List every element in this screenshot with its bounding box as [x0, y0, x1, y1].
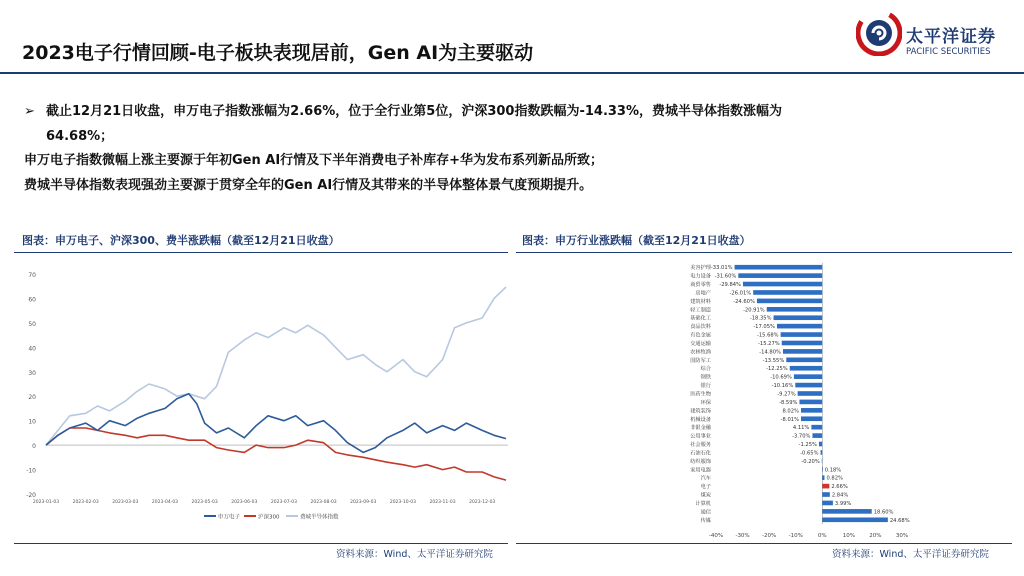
bar	[822, 517, 888, 522]
x-tick-label: -30%	[735, 533, 750, 539]
category-label: 建筑材料	[690, 298, 711, 305]
bar-chart-title: 图表：申万行业涨跌幅（截至12月21日收盘）	[522, 234, 751, 247]
bar	[798, 391, 823, 396]
y-tick-label: 0	[32, 443, 36, 451]
category-label: 轻工制造	[690, 307, 711, 314]
value-label: -1.25%	[798, 442, 817, 449]
y-tick-label: 10	[28, 418, 36, 426]
x-tick-label: 2023-07-03	[270, 500, 298, 505]
x-tick-label: 10%	[842, 533, 855, 539]
x-tick-label: 2023-08-03	[310, 500, 337, 505]
bar-chart-source: 资料来源：Wind、太平洋证券研究院	[832, 549, 989, 560]
bar	[822, 475, 824, 480]
bar	[743, 282, 822, 287]
y-tick-label: 60	[28, 296, 36, 304]
index-performance-line-chart	[14, 256, 508, 541]
value-label: -17.05%	[753, 324, 775, 331]
bar	[822, 459, 823, 464]
right-panel-bottom-rule	[516, 543, 1012, 544]
left-panel-top-rule	[14, 252, 508, 253]
summary-line-2: 申万电子指数微幅上涨主要源于年初Gen AI行情及下半年消费电子补库存+华为发布系列新品所致；	[24, 153, 604, 168]
industry-return-bar-chart	[664, 256, 914, 541]
series-line	[46, 394, 506, 453]
bar	[801, 408, 822, 413]
bar	[822, 467, 823, 472]
bar	[790, 366, 823, 371]
category-label: 建筑装饰	[690, 408, 711, 415]
category-label: 纺织服饰	[690, 458, 711, 465]
category-label: 公用事业	[690, 433, 711, 440]
category-label: 社会服务	[690, 442, 711, 449]
y-tick-label: 70	[28, 272, 36, 279]
y-tick-label: 20	[28, 394, 36, 402]
bar	[822, 509, 871, 514]
value-label: 2.66%	[831, 484, 848, 491]
value-label: 2.84%	[831, 492, 849, 499]
bar	[812, 433, 822, 438]
category-label: 汽车	[700, 475, 711, 482]
value-label: -10.16%	[771, 383, 794, 390]
summary-line-1: 截止12月21日收盘，申万电子指数涨幅为2.66%，位于全行业第5位，沪深300指数跌幅为-14.33%，费城半导体指数涨幅为	[46, 104, 783, 119]
category-label: 房地产	[695, 290, 711, 297]
logo-text-en: PACIFIC SECURITIES	[906, 47, 991, 57]
bar	[781, 332, 823, 337]
value-label: 4.11%	[792, 425, 810, 432]
category-label: 综合	[700, 366, 711, 373]
x-tick-label: 20%	[869, 533, 882, 539]
x-tick-label: 2023-05-03	[191, 500, 218, 505]
page-title: 2023电子行情回顾-电子板块表现居前，Gen AI为主要驱动	[22, 42, 534, 64]
bar	[774, 315, 823, 320]
summary-bullet-continuation	[24, 125, 1004, 150]
x-tick-label: 2023-10-03	[389, 500, 416, 505]
summary-bullet	[24, 100, 1004, 125]
bar	[786, 358, 822, 363]
company-logo	[856, 10, 1024, 66]
title-divider	[0, 72, 1024, 74]
category-label: 商贸零售	[690, 282, 711, 289]
x-tick-label: 2023-02-03	[72, 500, 99, 505]
x-tick-label: -10%	[788, 533, 803, 539]
category-label: 银行	[700, 383, 711, 390]
bar	[819, 442, 822, 447]
legend-label: 沪深300	[258, 514, 280, 521]
y-tick-label: -20	[26, 492, 36, 499]
line-chart-title: 图表：申万电子、沪深300、费半涨跌幅（截至12月21日收盘）	[22, 234, 340, 247]
category-label: 美容护理	[690, 265, 711, 272]
value-label: -9.27%	[777, 391, 796, 398]
bar	[801, 416, 822, 421]
category-label: 环保	[700, 399, 711, 406]
bar	[799, 400, 822, 405]
bar	[738, 273, 822, 278]
category-label: 计算机	[695, 500, 711, 507]
y-tick-label: 50	[28, 320, 36, 328]
value-label: -31.60%	[714, 273, 737, 280]
value-label: -13.55%	[762, 357, 785, 364]
value-label: -10.69%	[770, 374, 792, 381]
x-tick-label: 2023-11-03	[429, 500, 456, 505]
bar	[783, 349, 822, 354]
value-label: -24.60%	[733, 298, 755, 305]
value-label: -14.80%	[759, 349, 781, 356]
x-tick-label: 2023-06-03	[231, 500, 258, 505]
value-label: 0.82%	[826, 475, 843, 482]
bar	[822, 492, 830, 497]
left-panel-bottom-rule	[14, 543, 508, 544]
bar	[795, 383, 822, 388]
category-label: 机械设备	[690, 416, 711, 423]
bar	[822, 484, 829, 489]
value-label: 18.60%	[873, 509, 894, 516]
y-tick-label: 40	[28, 345, 36, 353]
category-label: 非银金融	[690, 425, 711, 432]
category-label: 石油石化	[690, 450, 711, 457]
category-label: 传媒	[700, 517, 711, 524]
value-label: -0.65%	[800, 450, 819, 457]
bar	[821, 450, 823, 455]
x-tick-label: 0%	[817, 533, 827, 539]
value-label: 8.02%	[782, 408, 799, 415]
x-tick-label: 2023-01-03	[32, 500, 60, 505]
value-label: -26.01%	[729, 290, 752, 297]
category-label: 家用电器	[690, 467, 711, 474]
x-tick-label: 30%	[895, 533, 909, 539]
x-tick-label: -20%	[762, 533, 777, 539]
logo-text-cn: 太平洋证券	[906, 27, 996, 47]
value-label: -29.84%	[719, 282, 741, 289]
summary-text	[24, 100, 1004, 198]
page-header	[0, 0, 1024, 72]
line-chart-source: 资料来源：Wind、太平洋证券研究院	[336, 549, 493, 560]
category-label: 食品饮料	[690, 324, 711, 331]
bar	[753, 290, 822, 295]
category-label: 钢铁	[700, 374, 711, 381]
category-label: 农林牧渔	[690, 349, 711, 356]
bar	[782, 341, 823, 346]
value-label: -15.27%	[758, 340, 780, 347]
bar	[822, 501, 833, 506]
value-label: 0.18%	[824, 467, 842, 474]
arrow-bullet-icon: ➢	[24, 104, 35, 119]
value-label: -3.70%	[792, 433, 811, 440]
bar	[735, 265, 823, 270]
category-label: 国防军工	[690, 357, 711, 364]
logo-emblem-icon	[856, 10, 902, 56]
value-label: -8.01%	[780, 416, 800, 423]
value-label: -12.25%	[766, 366, 788, 373]
bar	[811, 425, 822, 430]
series-line	[46, 287, 506, 445]
summary-line-3: 费城半导体指数表现强劲主要源于贯穿全年的Gen AI行情及其带来的半导体整体景气度预期提升。	[24, 177, 593, 193]
value-label: 3.99%	[834, 500, 852, 507]
series-line	[46, 428, 506, 480]
bar	[767, 307, 823, 312]
y-tick-label: -10	[26, 467, 36, 475]
category-label: 通信	[700, 509, 711, 516]
bar	[777, 324, 822, 329]
bar	[794, 374, 822, 379]
legend-label: 申万电子	[218, 514, 241, 521]
category-label: 煤炭	[700, 492, 711, 499]
x-tick-label: -40%	[708, 533, 724, 539]
category-label: 医药生物	[690, 391, 711, 398]
summary-line-1-cont: 64.68%；	[46, 128, 114, 144]
right-panel-top-rule	[516, 252, 1012, 253]
x-tick-label: 2023-04-03	[151, 500, 179, 505]
category-label: 电力设备	[690, 273, 711, 280]
value-label: -15.68%	[756, 332, 779, 339]
x-tick-label: 2023-03-03	[112, 500, 139, 505]
category-label: 交通运输	[690, 340, 711, 347]
y-tick-label: 30	[28, 369, 36, 377]
value-label: -20.91%	[743, 307, 765, 314]
bar	[757, 299, 822, 304]
value-label: -33.01%	[710, 265, 733, 272]
value-label: -18.35%	[749, 315, 772, 322]
category-label: 有色金属	[690, 332, 711, 339]
x-tick-label: 2023-09-03	[350, 500, 377, 505]
legend-label: 费城半导体指数	[300, 514, 339, 521]
x-tick-label: 2023-12-03	[469, 500, 496, 505]
category-label: 基础化工	[690, 315, 711, 322]
category-label: 电子	[700, 484, 711, 491]
value-label: -8.59%	[779, 399, 798, 406]
value-label: 24.68%	[889, 517, 910, 524]
value-label: -0.20%	[801, 458, 820, 465]
